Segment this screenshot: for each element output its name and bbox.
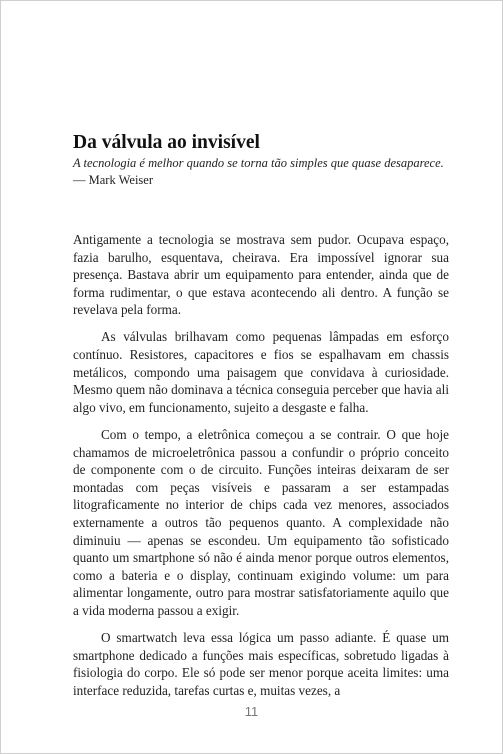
chapter-header: [73, 131, 453, 189]
paragraph: Antigamente a tecnologia se mostrava sem pudor. Ocupava espaço, fazia barulho, esquentava, cheirava. Era impossível ignorar sua presença. Bastava abrir um equipamento para entender, ainda que de forma rudimentar, o que estava acontecendo ali dentro. A função se revelava pela forma.: [73, 232, 449, 318]
paragraph: Com o tempo, a eletrônica começou a se contrair. O que hoje chamamos de microeletrônica passou a confundir o próprio conceito de componente com o de circuito. Funções inteiras deixaram de ser montadas com peças visíveis e passaram a ser estampadas litograficamente no interior de chips cada vez menores, associados externamente a outros tão pequenos quanto. A complexidade não diminuiu — apenas se escondeu. Um equipamento tão sofisticado quanto um smartphone só não é ainda menor porque outros elementos, como a bateria e o display, continuam exigindo volume: um para alimentar longamente, outro para mostrar satisfatoriamente aquilo que a vida moderna passou a exigir.: [73, 426, 449, 618]
paragraph: As válvulas brilhavam como pequenas lâmpadas em esforço contínuo. Resistores, capacitores e fios se espalhavam em chassis metálicos, compondo uma paisagem que convidava à curiosidade. Mesmo quem não dominava a técnica conseguia perceber que havia ali algo vivo, em funcionamento, sujeito a desgaste e falha.: [73, 329, 449, 415]
paragraph: O smartwatch leva essa lógica um passo adiante. É quase um smartphone dedicado a funções mais específicas, sobretudo ligadas à fisiologia do corpo. Ele só pode ser menor porque aceita limites: uma interface reduzida, tarefas curtas e, muitas vezes, a: [73, 629, 449, 698]
chapter-title: Da válvula ao invisível: [73, 132, 260, 153]
epigraph-attribution: — Mark Weiser: [73, 173, 153, 187]
chapter-body: [73, 231, 449, 709]
epigraph-quote: A tecnologia é melhor quando se torna tão simples que quase desaparece.: [73, 156, 444, 170]
page-number: 11: [244, 704, 259, 719]
